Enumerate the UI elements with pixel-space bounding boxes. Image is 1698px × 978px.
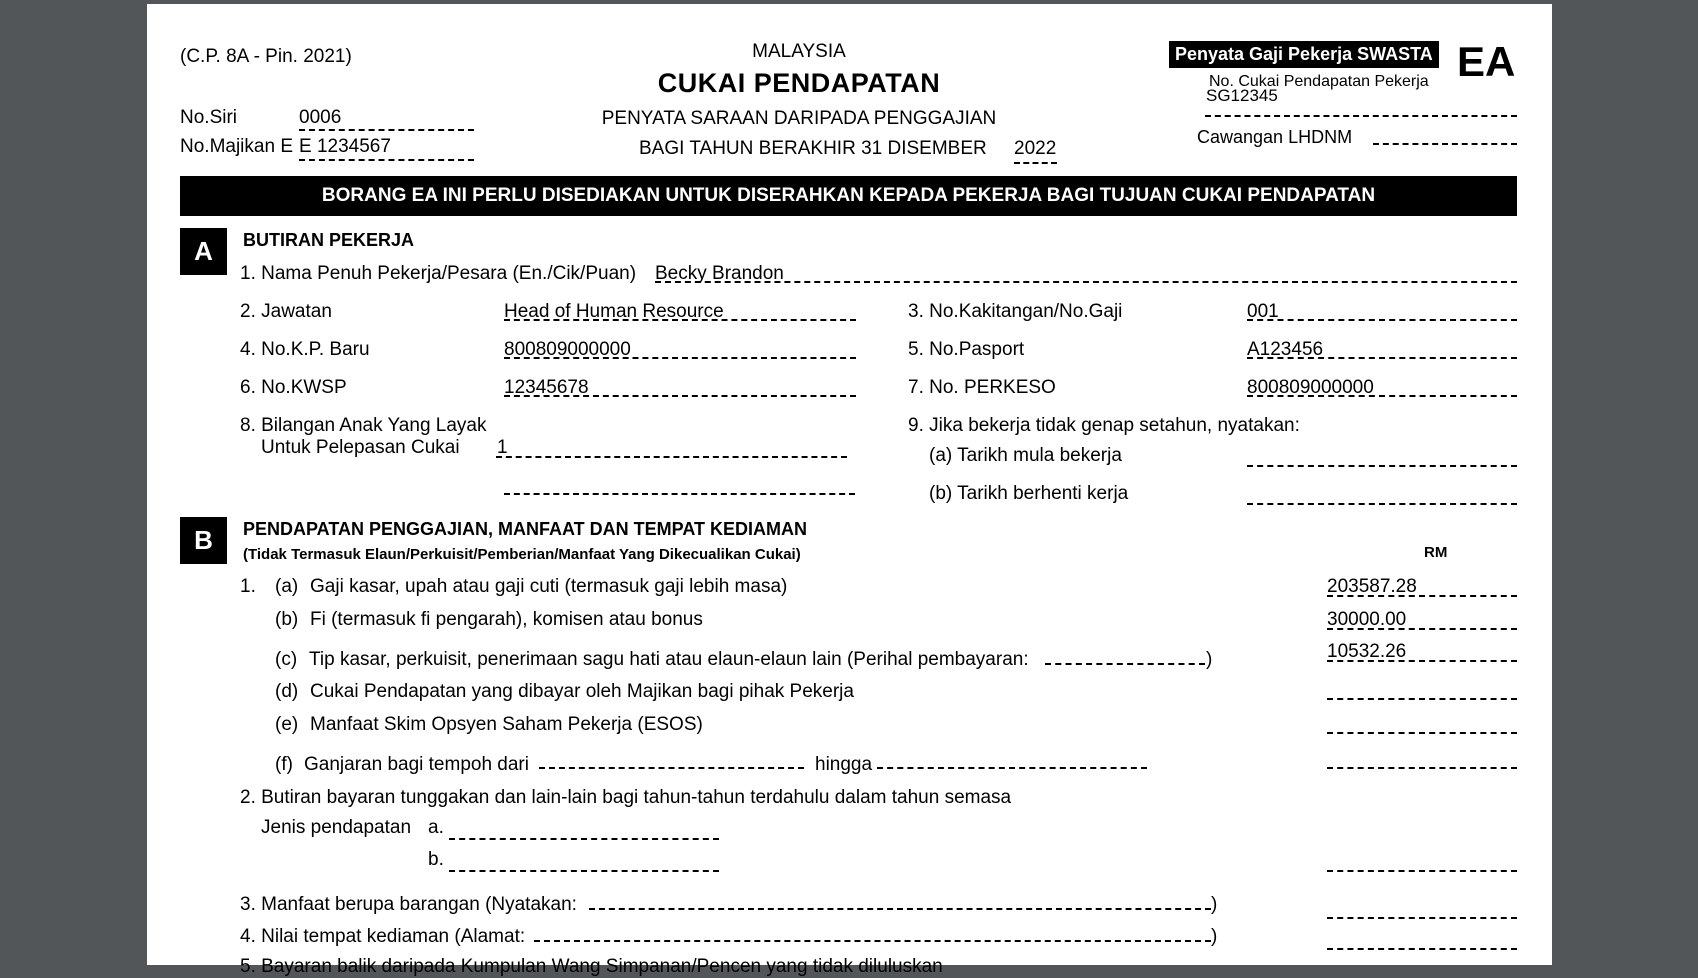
- item1c-label: Tip kasar, perkuisit, penerimaan sagu hati atau elaun-elaun lain (Perihal pembayaran:: [309, 649, 1029, 670]
- section-b-subtitle: (Tidak Termasuk Elaun/Perkuisit/Pemberian/Manfaat Yang Dikecualikan Cukai): [243, 546, 801, 563]
- passport-line: [1247, 357, 1517, 359]
- section-b-title: PENDAPATAN PENGGAJIAN, MANFAAT DAN TEMPAT KEDIAMAN: [243, 519, 807, 539]
- notice-banner: BORANG EA INI PERLU DISEDIAKAN UNTUK DISERAHKAN KEPADA PEKERJA BAGI TUJUAN CUKAI PENDAPATAN: [180, 176, 1517, 216]
- year-line: [1014, 162, 1057, 164]
- form-subtitle: PENYATA SARAAN DARIPADA PENGGAJIAN: [601, 108, 997, 129]
- item1a-value: 203587.28: [1327, 576, 1417, 597]
- item5-label: 5. Bayaran balik daripada Kumpulan Wang Simpanan/Pencen yang tidak diluluskan: [240, 956, 943, 977]
- item2-type-label: Jenis pendapatan: [261, 817, 412, 838]
- ic-line: [504, 357, 856, 359]
- item1e-letter: (e): [275, 714, 299, 735]
- form-id: EA: [1457, 38, 1516, 85]
- item1d-label: Cukai Pendapatan yang dibayar oleh Majikan bagi pihak Pekerja: [310, 681, 854, 702]
- employer-line: [299, 159, 474, 161]
- tax-no-line: [1205, 115, 1517, 117]
- serial-label: No.Siri: [180, 107, 238, 128]
- item2-b-line: [449, 870, 719, 872]
- perkeso-value: 800809000000: [1247, 377, 1374, 398]
- item1b-value: 30000.00: [1327, 609, 1407, 630]
- name-value: Becky Brandon: [655, 263, 784, 284]
- children-label: 8. Bilangan Anak Yang Layak: [240, 415, 487, 436]
- item2-label: 2. Butiran bayaran tunggakan dan lain-lain bagi tahun-tahun terdahulu dalam tahun semasa: [240, 787, 1012, 808]
- employer-value: E 1234567: [299, 136, 391, 157]
- item1b-line: [1327, 628, 1517, 630]
- item1c-value: 10532.26: [1327, 641, 1407, 662]
- item2-a-label: a.: [428, 817, 444, 838]
- children-value: 1: [497, 437, 508, 458]
- passport-label: 5. No.Pasport: [908, 339, 1025, 360]
- ic-label: 4. No.K.P. Baru: [240, 339, 370, 360]
- item3-amount-line: [1327, 917, 1517, 919]
- start-date-line: [1247, 465, 1517, 467]
- position-value: Head of Human Resource: [504, 301, 724, 322]
- item4-amount-line: [1327, 948, 1517, 950]
- staff-no-value: 001: [1247, 301, 1279, 322]
- item1d-line: [1327, 698, 1517, 700]
- item1a-line: [1327, 595, 1517, 597]
- item1c-letter: (c): [275, 649, 298, 670]
- section-a-title: BUTIRAN PEKERJA: [243, 230, 415, 250]
- item1f-line: [1327, 767, 1517, 769]
- serial-line: [299, 129, 474, 131]
- serial-value: 0006: [299, 107, 342, 128]
- tax-no-label: No. Cukai Pendapatan Pekerja: [1209, 73, 1429, 90]
- item4-label: 4. Nilai tempat kediaman (Alamat:: [240, 926, 526, 947]
- currency-label: RM: [1424, 544, 1448, 561]
- year-prefix: BAGI TAHUN BERAKHIR 31 DISEMBER: [639, 138, 987, 159]
- item1a-label: Gaji kasar, upah atau gaji cuti (termasuk gaji lebih masa): [310, 576, 788, 597]
- item3-close-paren: ): [1211, 894, 1218, 915]
- country: MALAYSIA: [752, 41, 846, 62]
- item1d-letter: (d): [275, 681, 299, 702]
- item1e-label: Manfaat Skim Opsyen Saham Pekerja (ESOS): [310, 714, 703, 735]
- statement-badge: Penyata Gaji Pekerja SWASTA: [1169, 41, 1439, 68]
- item1c-description-line: [1045, 663, 1205, 665]
- item1c-close-paren: ): [1206, 649, 1213, 670]
- item1f-from-line: [539, 767, 804, 769]
- item2-amount-line: [1327, 870, 1517, 872]
- item4-close-paren: ): [1211, 926, 1218, 947]
- children-label-2: Untuk Pelepasan Cukai: [261, 437, 460, 458]
- perkeso-label: 7. No. PERKESO: [908, 377, 1056, 398]
- name-line: [655, 281, 1517, 283]
- position-label: 2. Jawatan: [240, 301, 332, 322]
- kwsp-value: 12345678: [504, 377, 589, 398]
- item2-a-line: [449, 838, 719, 840]
- children-extra-line: [504, 493, 855, 495]
- ic-value: 800809000000: [504, 339, 631, 360]
- position-line: [504, 319, 856, 321]
- form-code: (C.P. 8A - Pin. 2021): [180, 46, 352, 67]
- kwsp-label: 6. No.KWSP: [240, 377, 347, 398]
- item1b-letter: (b): [275, 609, 299, 630]
- item4-address-line: [534, 940, 1211, 942]
- item3-description-line: [589, 908, 1211, 910]
- item1a-letter: (a): [275, 576, 299, 597]
- year-value: 2022: [1014, 138, 1057, 159]
- item1f-letter: (f): [275, 754, 293, 775]
- form-title: CUKAI PENDAPATAN: [657, 68, 941, 98]
- branch-line: [1373, 143, 1517, 145]
- staff-no-line: [1247, 319, 1517, 321]
- passport-value: A123456: [1247, 339, 1324, 360]
- item1f-until-label: hingga: [815, 754, 873, 775]
- branch-label: Cawangan LHDNM: [1197, 127, 1353, 147]
- item1-number: 1.: [240, 576, 256, 597]
- section-b-marker: B: [180, 517, 227, 564]
- tax-no-value: SG12345: [1206, 86, 1278, 105]
- perkeso-line: [1247, 395, 1517, 397]
- item1e-line: [1327, 732, 1517, 734]
- children-line: [496, 456, 847, 458]
- item1f-until-line: [877, 767, 1147, 769]
- item3-label: 3. Manfaat berupa barangan (Nyatakan:: [240, 894, 577, 915]
- section-a-marker: A: [180, 228, 227, 275]
- item1f-label: Ganjaran bagi tempoh dari: [304, 754, 529, 775]
- kwsp-line: [504, 395, 856, 397]
- ea-form-page: [147, 4, 1552, 977]
- item2-b-label: b.: [428, 849, 444, 870]
- end-date-label: (b) Tarikh berhenti kerja: [929, 483, 1129, 504]
- start-date-label: (a) Tarikh mula bekerja: [929, 445, 1122, 466]
- employer-label: No.Majikan E: [180, 136, 293, 157]
- item1b-label: Fi (termasuk fi pengarah), komisen atau bonus: [310, 609, 703, 630]
- name-label: 1. Nama Penuh Pekerja/Pesara (En./Cik/Puan): [240, 263, 637, 284]
- staff-no-label: 3. No.Kakitangan/No.Gaji: [908, 301, 1123, 322]
- partial-year-label: 9. Jika bekerja tidak genap setahun, nyatakan:: [908, 415, 1300, 436]
- item1c-line: [1327, 660, 1517, 662]
- end-date-line: [1247, 503, 1517, 505]
